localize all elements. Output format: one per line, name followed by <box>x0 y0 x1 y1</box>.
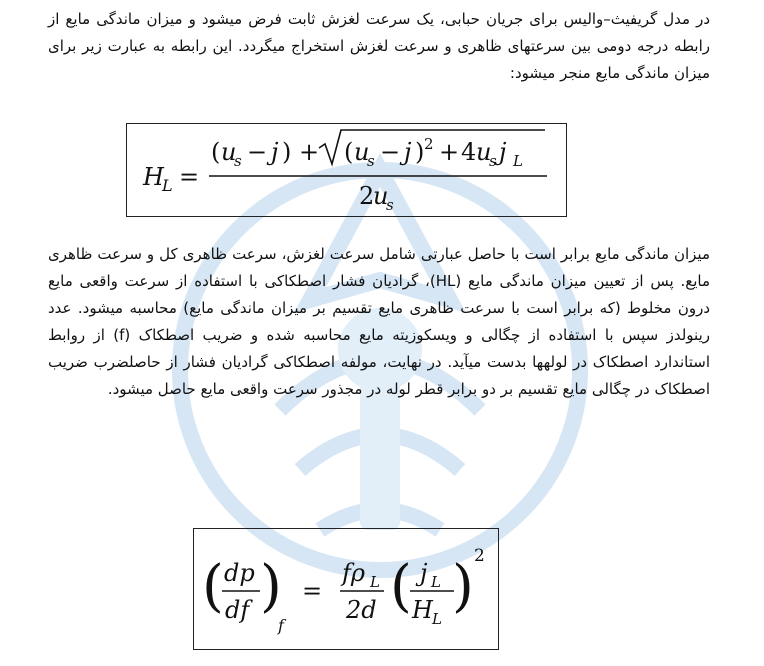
eq1-den-s: s <box>386 196 394 214</box>
eq1-s-2: s <box>367 152 375 170</box>
eq1-s-3: s <box>489 152 497 170</box>
eq1-paren-close-1: ) <box>282 138 292 166</box>
eq2-H: H <box>412 596 433 624</box>
paragraph-friction-gradient: میزان ماندگی مایع برابر است با حاصل عبارتی شامل سرعت لغزش، سرعت ظاهری کل و سرعت ظاهری مایع. پس از تعیین میزان ماندگی مایع (HL)، گرادیان فشار اصطکاکی با استفاده از سرعت واقعی مایع درون مخلوط (که برابر است با سرعت ظاهری مایع تقسیم بر میزان ماندگی مایع) محاسبه میشود. عدد رینولدز سپس با استفاده از چگالی و ویسکوزیته مایع محاسبه شده و ضریب اصطکاک (f) از روابط استاندارد اصطکاک در لولهها بدست میآید. در نهایت، مولفه اصطکاکی گرادیان فشار از حاصلضرب ضریب اصطکاک در چگالی مایع تقسیم بر دو برابر قطر لوله در مجذور سرعت واقعی مایع حاصل میشود. <box>48 245 710 398</box>
eq2-exponent: 2 <box>474 546 485 566</box>
eq1-paren-close-2: ) <box>415 138 425 166</box>
eq1-den-u: u <box>373 182 389 210</box>
eq1-u-2: u <box>354 138 370 166</box>
eq1-u-1: u <box>221 138 237 166</box>
eq1-four: 4 <box>461 138 477 166</box>
eq1-den-two: 2 <box>359 182 375 210</box>
eq1-j-3: j <box>499 138 507 166</box>
equation-friction-gradient-box <box>193 528 499 650</box>
eq1-plus-2: + <box>439 138 460 166</box>
eq2-j: j <box>420 559 428 587</box>
equation-liquid-holdup-box <box>126 123 567 217</box>
eq2-equals: = <box>302 577 323 605</box>
eq1-equals: = <box>179 163 200 191</box>
eq1-plus-1: + <box>299 138 320 166</box>
eq1-s-1: s <box>234 152 242 170</box>
eq1-u-3: u <box>476 138 492 166</box>
eq2-two-d: 2d <box>346 596 377 624</box>
eq1-L-sub: L <box>513 152 523 170</box>
eq2-paren-open-2: ( <box>390 554 412 619</box>
eq1-H: H <box>143 163 164 191</box>
eq2-f-rho: fρ <box>342 559 365 587</box>
eq2-df: df <box>225 596 250 624</box>
eq2-rho-sub: L <box>370 573 380 591</box>
eq2-big-paren-open: ( <box>202 554 224 619</box>
equation-friction-gradient <box>194 529 500 651</box>
eq1-minus-2: − <box>380 138 401 166</box>
eq1-j-2: j <box>404 138 412 166</box>
eq2-big-paren-close: ) <box>260 554 282 619</box>
eq2-j-sub: L <box>431 573 441 591</box>
eq1-paren-open-1: ( <box>211 138 221 166</box>
eq2-outer-sub: f <box>278 616 284 635</box>
eq2-paren-close-2: ) <box>452 554 474 619</box>
eq1-H-sub: L <box>162 176 173 195</box>
eq1-j-1: j <box>271 138 279 166</box>
equation-liquid-holdup <box>127 124 568 218</box>
eq2-dp: dp <box>224 559 255 587</box>
eq1-square: 2 <box>424 135 434 153</box>
paragraph-intro: در مدل گریفیث–والیس برای جریان حبابی، یک سرعت لغزش ثابت فرض میشود و میزان ماندگی مایع از رابطه درجه دومی بین سرعتهای ظاهری و سرعت لغزش استخراج میگردد. این رابطه به عبارت زیر برای میزان ماندگی مایع منجر میشود: <box>48 10 710 82</box>
eq1-minus-1: − <box>247 138 268 166</box>
eq1-paren-open-2: ( <box>344 138 354 166</box>
eq2-H-sub: L <box>432 610 442 628</box>
